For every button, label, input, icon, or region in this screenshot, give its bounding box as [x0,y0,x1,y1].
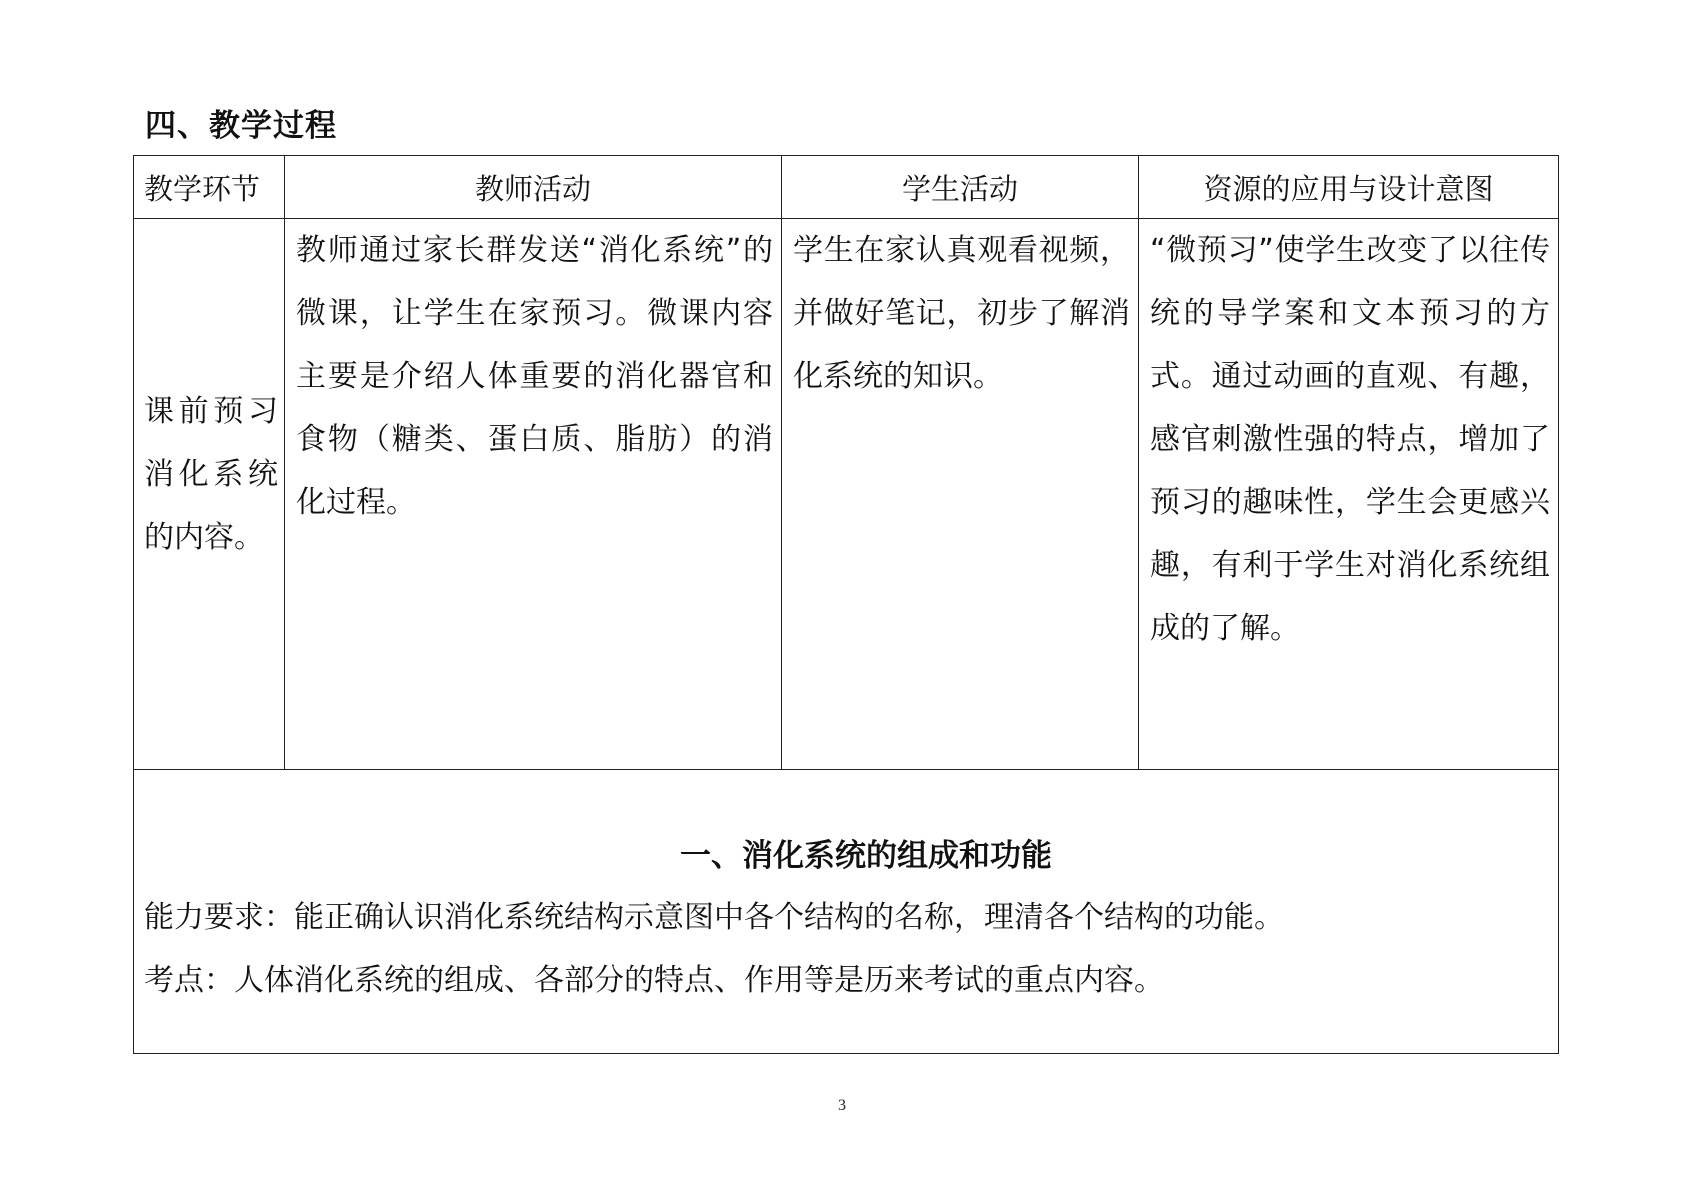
section-title: 四、教学过程 [145,108,337,144]
table-row [134,219,1559,770]
stage-cell [134,219,285,770]
header-student-activity: 学生活动 [782,156,1139,219]
page-number: 3 [838,1097,846,1114]
header-stage: 教学环节 [134,156,285,219]
student-activity-cell [782,219,1139,770]
focus-heading: 一、消化系统的组成和功能 [680,838,1052,874]
exam-point: 考点：人体消化系统的组成、各部分的特点、作用等是历来考试的重点内容。 [144,963,1164,998]
resource-intent-cell [1139,219,1559,770]
resource-intent-text: “微预习”使学生改变了以往传统的导学案和文本预习的方式。通过动画的直观、有趣，感官刺激性强的特点，增加了预习的趣味性，学生会更感兴趣，有利于学生对消化系统组成的了解。 [1150,233,1550,646]
teacher-activity-cell [285,219,782,770]
ability-requirement: 能力要求：能正确认识消化系统结构示意图中各个结构的名称，理清各个结构的功能。 [144,900,1284,935]
student-activity-text: 学生在家认真观看视频，并做好笔记，初步了解消化系统的知识。 [793,233,1130,394]
table-row [134,770,1559,1054]
header-resource-intent: 资源的应用与设计意图 [1139,156,1559,219]
teaching-process-table [133,155,1559,1054]
stage-text: 课前预习消化系统的内容。 [144,393,278,555]
header-teacher-activity: 教师活动 [285,156,782,219]
table-header-row [134,156,1559,219]
focus-cell [134,770,1559,1054]
teacher-activity-text: 教师通过家长群发送“消化系统”的微课，让学生在家预习。微课内容主要是介绍人体重要的消化器官和食物（糖类、蛋白质、脂肪）的消化过程。 [296,233,773,520]
